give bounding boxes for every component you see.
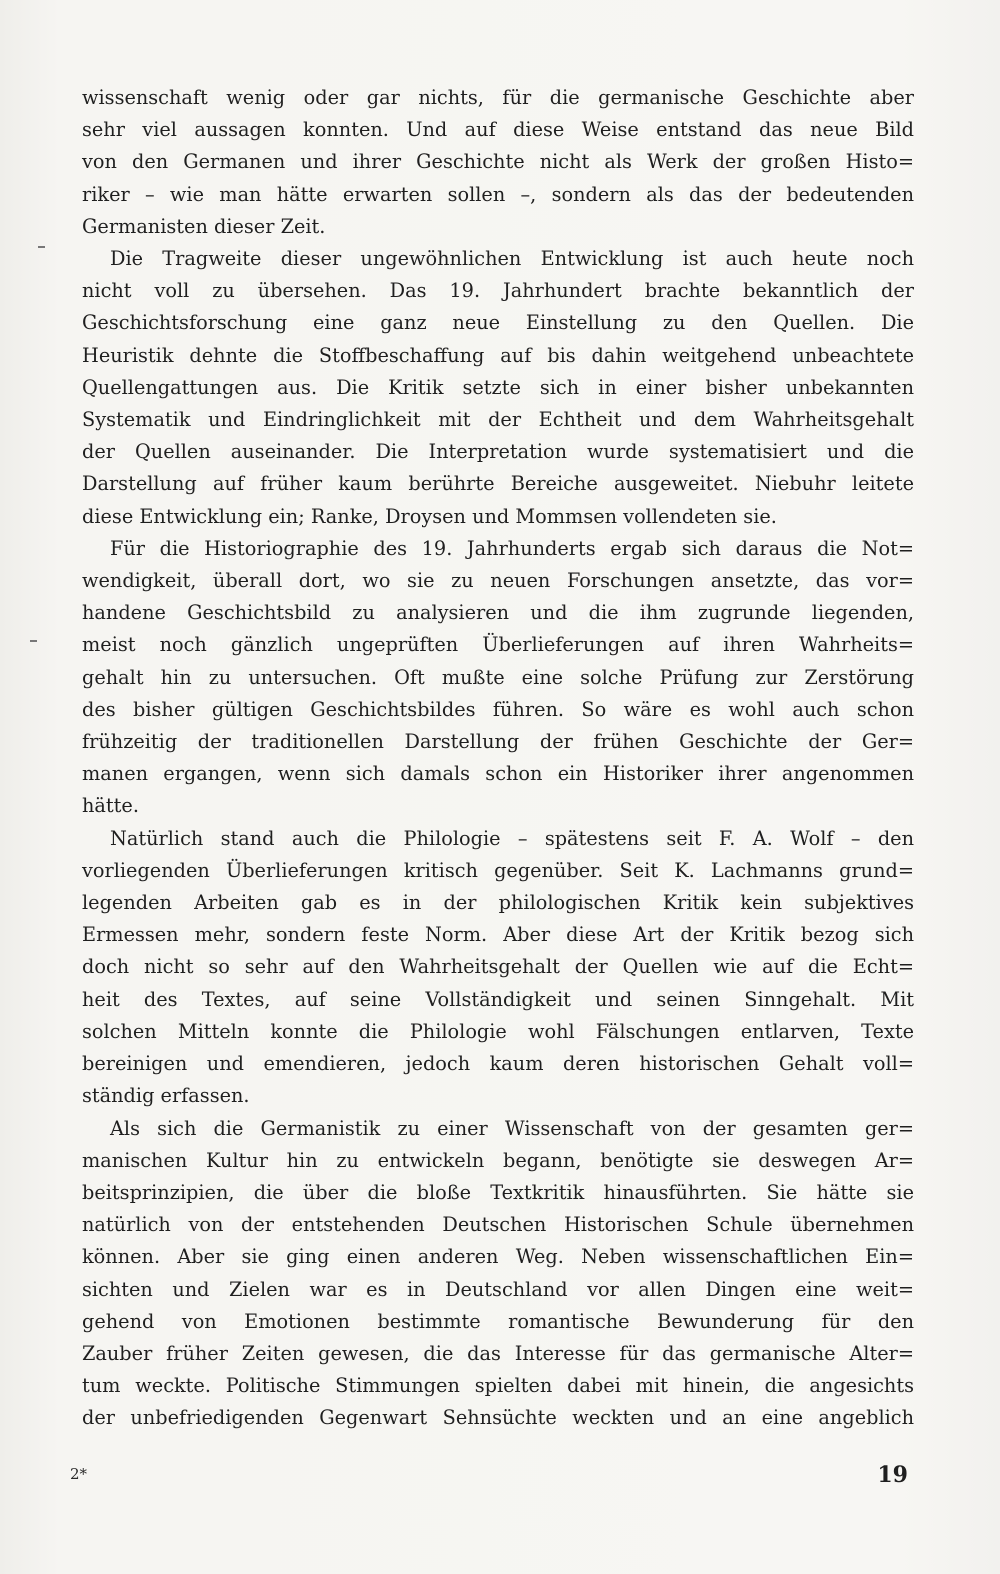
margin-mark [38,246,45,248]
text-line: Die Tragweite dieser ungewöhnlichen Entwicklung ist auch heute noch [110,247,914,271]
text-line: Geschichtsforschung eine ganz neue Einstellung zu den Quellen. Die [82,311,914,335]
text-line: Heuristik dehnte die Stoffbeschaffung auf bis dahin weitgehend unbeachtete [82,343,914,367]
page-number: 19 [877,1462,908,1488]
text-line: bereinigen und emendieren, jedoch kaum deren historischen Gehalt voll= [82,1052,914,1076]
text-line: beitsprinzipien, die über die bloße Textkritik hinausführten. Sie hätte sie [82,1180,914,1204]
text-line: Ermessen mehr, sondern feste Norm. Aber diese Art der Kritik bezog sich [82,923,914,947]
signature-mark: 2* [70,1465,88,1483]
text-line: meist noch gänzlich ungeprüften Überlieferungen auf ihren Wahrheits= [82,633,914,657]
text-line: Quellengattungen aus. Die Kritik setzte sich in einer bisher unbekannten [82,375,914,399]
text-line: Als sich die Germanistik zu einer Wissenschaft von der gesamten ger= [110,1116,914,1140]
text-line: sichten und Zielen war es in Deutschland vor allen Dingen eine weit= [82,1277,914,1301]
text-line: gehalt hin zu untersuchen. Oft mußte eine solche Prüfung zur Zerstörung [82,665,914,689]
text-line: wissenschaft wenig oder gar nichts, für die germanische Geschichte aber [82,86,914,109]
text-line: wendigkeit, überall dort, wo sie zu neuen Forschungen ansetzte, das vor= [82,569,914,593]
text-line: riker – wie man hätte erwarten sollen –, sondern als das der bedeutenden [82,182,914,206]
paragraph [82,243,914,533]
text-line: legenden Arbeiten gab es in der philologischen Kritik kein subjektives [82,891,914,915]
text-line: Zauber früher Zeiten gewesen, die das Interesse für das germanische Alter= [82,1341,914,1365]
text-line: hätte. [82,794,139,818]
text-line: heit des Textes, auf seine Vollständigkeit und seinen Sinngehalt. Mit [82,987,914,1011]
paragraph [82,823,914,1113]
margin-mark [30,640,37,642]
paragraph [82,1113,914,1435]
text-line: diese Entwicklung ein; Ranke, Droysen und Mommsen vollendeten sie. [82,504,777,528]
body-text [82,82,914,1435]
text-line: doch nicht so sehr auf den Wahrheitsgehalt der Quellen wie auf die Echt= [82,955,914,979]
text-line: Darstellung auf früher kaum berührte Bereiche ausgeweitet. Niebuhr leitete [82,472,914,496]
text-line: der unbefriedigenden Gegenwart Sehnsüchte weckten und an eine angeblich [82,1406,914,1430]
text-line: manen ergangen, wenn sich damals schon ein Historiker ihrer angenommen [82,762,914,786]
text-line: frühzeitig der traditionellen Darstellung der frühen Geschichte der Ger= [82,730,914,754]
text-line: handene Geschichtsbild zu analysieren und die ihm zugrunde liegenden, [82,601,914,625]
text-line: können. Aber sie ging einen anderen Weg. Neben wissenschaftlichen Ein= [82,1245,914,1269]
text-line: vorliegenden Überlieferungen kritisch gegenüber. Seit K. Lachmanns grund= [82,858,914,882]
text-line: Germanisten dieser Zeit. [82,214,326,238]
text-line: gehend von Emotionen bestimmte romantische Bewunderung für den [82,1309,914,1333]
text-line: solchen Mitteln konnte die Philologie wohl Fälschungen entlarven, Texte [82,1019,914,1043]
paragraph [82,533,914,823]
text-line: ständig erfassen. [82,1084,250,1108]
text-line: Für die Historiographie des 19. Jahrhunderts ergab sich daraus die Not= [110,536,914,560]
text-line: manischen Kultur hin zu entwickeln begann, benötigte sie deswegen Ar= [82,1148,914,1172]
text-line: der Quellen auseinander. Die Interpretation wurde systematisiert und die [82,440,914,464]
text-line: Systematik und Eindringlichkeit mit der Echtheit und dem Wahrheitsgehalt [82,408,914,432]
text-line: nicht voll zu übersehen. Das 19. Jahrhundert brachte bekanntlich der [82,279,914,303]
text-line: tum weckte. Politische Stimmungen spielten dabei mit hinein, die angesichts [82,1374,914,1398]
text-line: sehr viel aussagen konnten. Und auf diese Weise entstand das neue Bild [82,118,914,142]
text-line: Natürlich stand auch die Philologie – spätestens seit F. A. Wolf – den [110,826,914,850]
text-line: natürlich von der entstehenden Deutschen Historischen Schule übernehmen [82,1213,914,1237]
text-line: von den Germanen und ihrer Geschichte nicht als Werk der großen Histo= [82,150,914,174]
paragraph [82,82,914,243]
text-line: des bisher gültigen Geschichtsbildes führen. So wäre es wohl auch schon [82,697,914,721]
